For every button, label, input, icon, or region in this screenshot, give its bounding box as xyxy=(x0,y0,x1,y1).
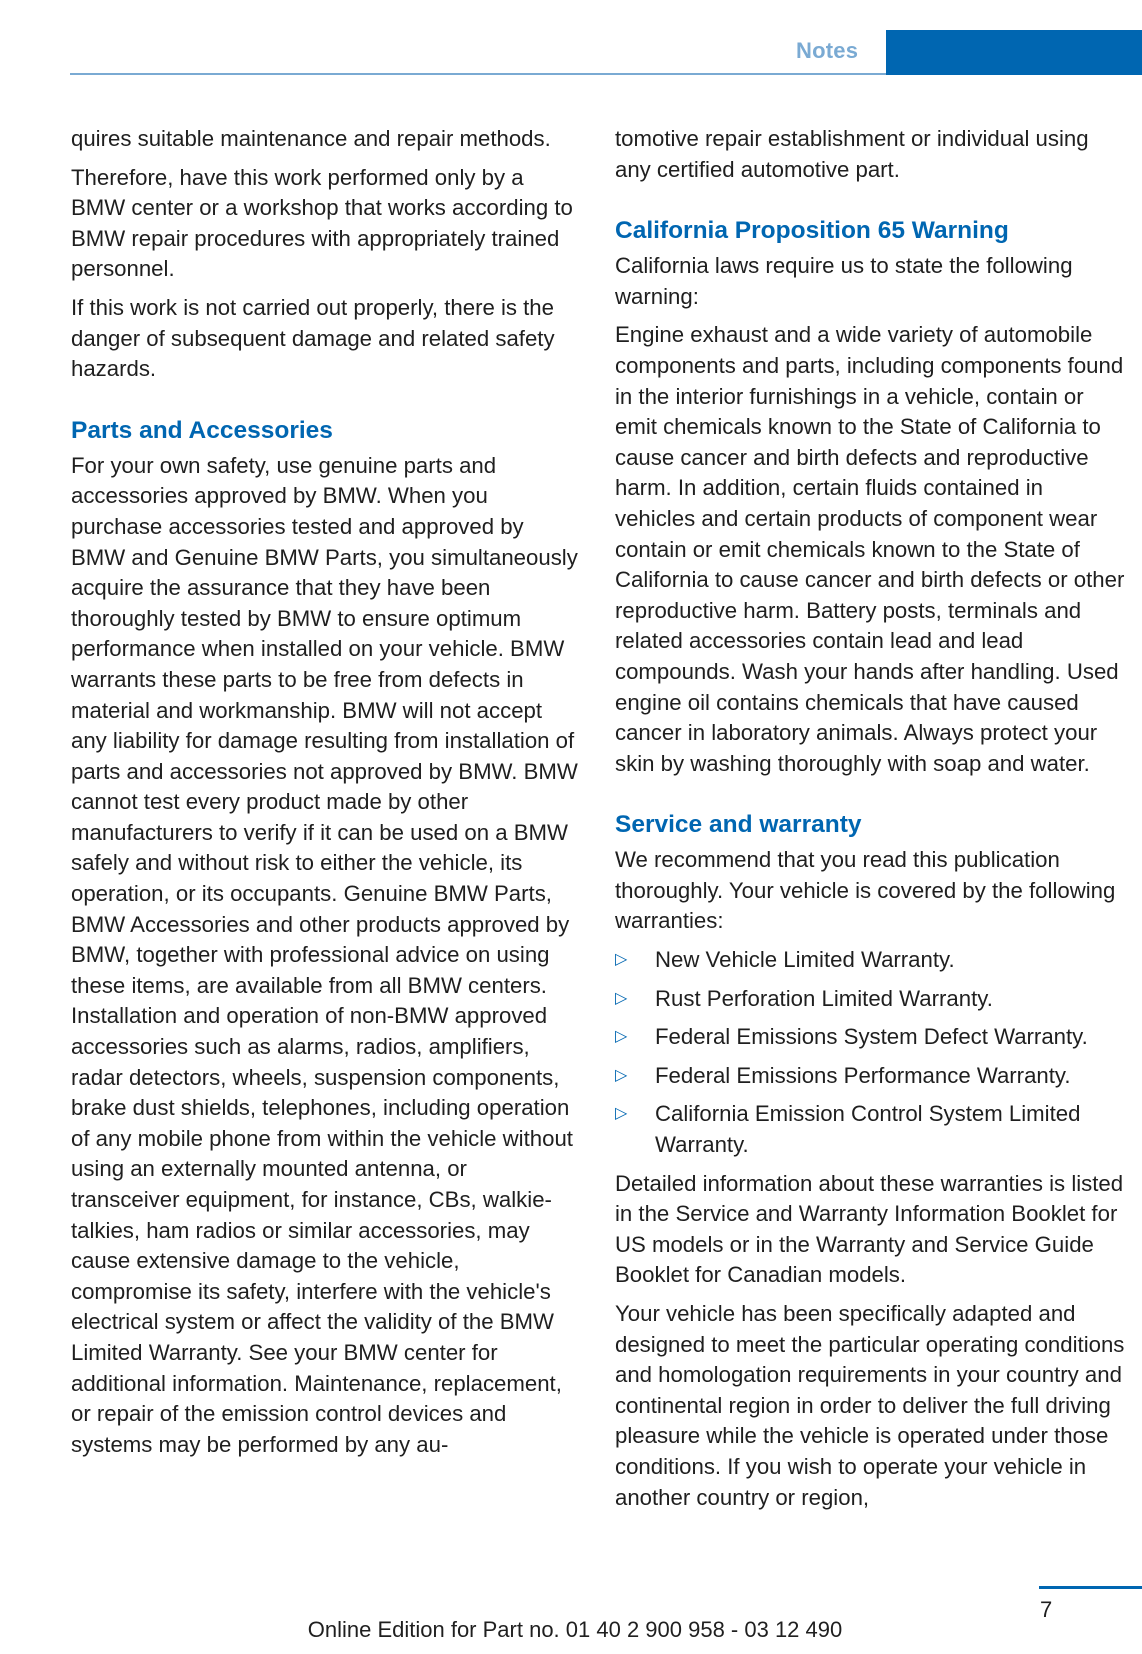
list-item-text: Rust Perforation Limited Warranty. xyxy=(655,985,993,1011)
list-item-text: California Emission Control System Limited Warranty. xyxy=(655,1101,1081,1158)
page-number: 7 xyxy=(1040,1597,1053,1622)
list-item xyxy=(615,1061,1127,1092)
triangle-bullet-icon: ▷ xyxy=(615,1066,628,1084)
list-item xyxy=(615,945,1127,976)
left-column xyxy=(71,124,581,1468)
heading-parts-and-accessories: Parts and Accessories xyxy=(71,416,333,444)
paragraph: tomotive repair establishment or individual using any certified automotive part. xyxy=(615,126,1089,182)
right-column xyxy=(615,124,1127,1521)
header-accent-block xyxy=(886,30,1142,75)
paragraph: Therefore, have this work performed only by a BMW center or a workshop that works according to BMW repair procedures with appropriately trained personnel. xyxy=(71,164,573,282)
paragraph-vehicle-adapted: Your vehicle has been specifically adapted and designed to meet the particular operating conditions and homologation requirements in your country and continental region in order to deliver the full driving pleasure while the vehicle is operated under those conditions. If you wish to operate your vehicle in another country or region, xyxy=(615,1301,1125,1510)
list-item-text: Federal Emissions System Defect Warranty. xyxy=(655,1024,1088,1050)
paragraph-service-intro: We recommend that you read this publication thoroughly. Your vehicle is covered by the following warranties: xyxy=(615,847,1116,934)
list-item xyxy=(615,984,1127,1015)
paragraph: quires suitable maintenance and repair methods. xyxy=(71,126,551,151)
paragraph-warranty-details: Detailed information about these warranties is listed in the Service and Warranty Information Booklet for US models or in the Warranty and Service Guide Booklet for Canadian models. xyxy=(615,1170,1124,1288)
list-item-text: Federal Emissions Performance Warranty. xyxy=(655,1062,1071,1088)
triangle-bullet-icon: ▷ xyxy=(615,989,628,1007)
heading-service-warranty: Service and warranty xyxy=(615,811,862,839)
paragraph-prop65-intro: California laws require us to state the following warning: xyxy=(615,253,1073,309)
paragraph-parts-body: For your own safety, use genuine parts and accessories approved by BMW. When you purchase accessories tested and approved by BMW and Genuine BMW Parts, you simultaneously acquire the assurance that they have been thoroughly tested by BMW to ensure optimum performance when installed on your vehicle. BMW warrants these parts to be free from defects in material and workmanship. BMW will not accept any liability for damage resulting from installation of parts and accessories not approved by BMW. BMW cannot test every product made by other manufacturers to verify if it can be used on a BMW safely and without risk to either the vehicle, its operation, or its occupants. Genuine BMW Parts, BMW Accessories and other products approved by BMW, together with professional advice on using these items, are available from all BMW centers. Installation and operation of non-BMW approved accessories such as alarms, radios, amplifiers, radar detectors, wheels, suspension components, brake dust shields, telephones, including operation of any mobile phone from within the vehicle without using an externally mounted antenna, or transceiver equipment, for instance, CBs, walkie-talkies, ham radios or similar accessories, may cause extensive damage to the vehicle, compromise its safety, interfere with the vehicle's electrical system or affect the validity of the BMW Limited Warranty. See your BMW center for additional information. Maintenance, replacement, or repair of the emission control devices and systems may be performed by any au- xyxy=(71,452,578,1457)
triangle-bullet-icon: ▷ xyxy=(615,951,628,969)
triangle-bullet-icon: ▷ xyxy=(615,1028,628,1046)
section-title: Notes xyxy=(796,38,859,63)
paragraph: If this work is not carried out properly, there is the danger of subsequent damage and related safety hazards. xyxy=(71,294,555,382)
footer-rule xyxy=(1039,1586,1142,1589)
triangle-bullet-icon: ▷ xyxy=(615,1105,628,1123)
header-rule xyxy=(70,73,888,75)
paragraph-prop65-body: Engine exhaust and a wide variety of automobile components and parts, including components found in the interior furnishings in a vehicle, contain or emit chemicals known to the State of California to cause cancer and birth defects and reproductive harm. In addition, certain fluids contained in vehicles and certain products of component wear contain or emit chemicals known to the State of California to cause cancer and birth defects or other reproductive harm. Battery posts, terminals and related accessories contain lead and lead compounds. Wash your hands after handling. Used engine oil contains chemicals that have caused cancer in laboratory animals. Always protect your skin by washing thoroughly with soap and water. xyxy=(615,322,1125,776)
warranty-list xyxy=(615,945,1127,1161)
heading-prop65: California Proposition 65 Warning xyxy=(615,217,1009,245)
list-item-text: New Vehicle Limited Warranty. xyxy=(655,947,955,973)
list-item xyxy=(615,1022,1127,1053)
edition-footer: Online Edition for Part no. 01 40 2 900 958 - 03 12 490 xyxy=(307,1617,843,1642)
list-item xyxy=(615,1099,1127,1160)
